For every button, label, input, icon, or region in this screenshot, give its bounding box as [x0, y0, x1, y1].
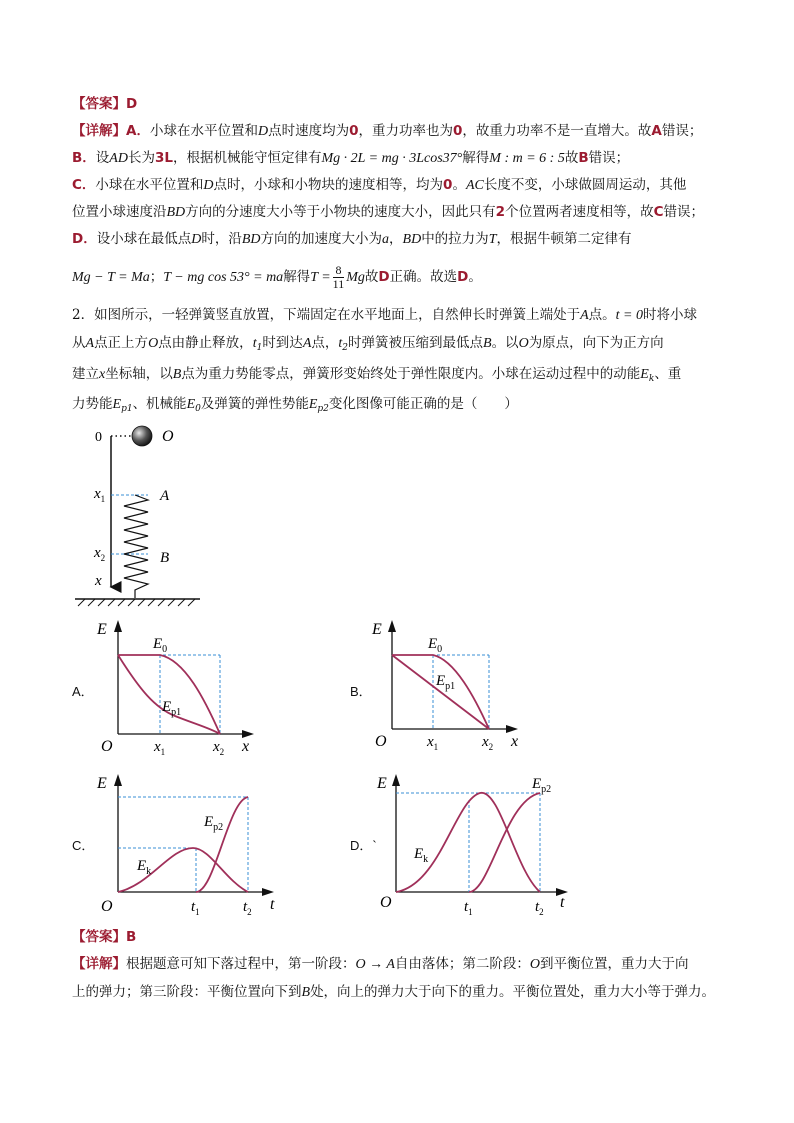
detail-1-c-line2: 位置小球速度沿BD方向的分速度大小等于小物块的速度大小，因此只有2个位置两者速度相等，故C错误； — [72, 204, 704, 220]
option-c-label[interactable]: C． — [72, 838, 95, 853]
option-a-label[interactable]: A． — [72, 684, 94, 699]
d-t1-label: $t_1$ — [464, 899, 473, 917]
answer-1: 【答案】D — [72, 96, 138, 112]
fig-A-label: A — [160, 488, 170, 504]
c-O-label: O — [101, 898, 113, 915]
fig-x-label: x — [95, 573, 102, 589]
question-2-line2: 从A点正上方O点由静止释放，$t_1$时到达A点，$t_2$时弹簧被压缩到最低点B。以O为原点，向下为正方向 — [72, 335, 664, 353]
d-Ek-label: $E_k$ — [414, 846, 429, 865]
c-E-label: E — [97, 775, 107, 792]
fraction-8-11: $\frac{8}{11}$ — [332, 263, 345, 291]
option-b-label[interactable]: B． — [350, 684, 372, 699]
d-t-label: t — [560, 894, 565, 911]
c-t-label: t — [270, 896, 275, 913]
b-E-label: E — [372, 621, 382, 638]
question-2-line1: 2．如图所示，一轻弹簧竖直放置，下端固定在水平地面上，自然伸长时弹簧上端处于A点。t = 0时将小球 — [72, 307, 697, 323]
a-Ep1-label: $E_{p1}$ — [162, 699, 182, 718]
detail-1-c-line1: C．小球在水平位置和D点时，小球和小物块的速度相等，均为0。AC长度不变，小球做圆周运动，其他 — [72, 177, 687, 193]
a-O-label: O — [101, 738, 113, 755]
a-E-label: E — [97, 621, 107, 638]
b-x2-label: $x_2$ — [482, 734, 494, 752]
fig-zero-label: 0 — [95, 430, 102, 445]
d-t2-label: $t_2$ — [535, 899, 544, 917]
b-Ep1-label: $E_{p1}$ — [436, 673, 456, 692]
d-O-label: O — [380, 894, 392, 911]
fig-O-label: O — [162, 428, 174, 445]
d-E-label: E — [377, 775, 387, 792]
c-Ek-label: $E_k$ — [137, 858, 152, 877]
detail-1-a: 【详解】A．小球在水平位置和D点时速度均为0，重力功率也为0，故重力功率不是一直增大。故A错误； — [72, 123, 703, 139]
b-x-label: x — [511, 733, 519, 750]
b-E0-label: $E_0$ — [428, 636, 443, 655]
question-2-line3: 建立x坐标轴，以B点为重力势能零点，弹簧形变始终处于弹性限度内。小球在运动过程中的动能$E_k$、重 — [72, 366, 682, 384]
c-Ep2-label: $E_{p2}$ — [204, 814, 224, 833]
fig-B-label: B — [160, 550, 170, 566]
detail-2-line1: 【详解】根据题意可知下落过程中，第一阶段：O → A自由落体；第二阶段：O到平衡位置，重力大于向 — [72, 956, 689, 972]
option-d-label[interactable]: D．` — [350, 838, 377, 853]
fig-x1-label: $x_1$ — [94, 486, 106, 504]
c-t1-label: $t_1$ — [191, 899, 200, 917]
detail-1-d-line1: D．设小球在最低点D时，沿BD方向的加速度大小为a，BD中的拉力为T，根据牛顿第二定律有 — [72, 231, 632, 247]
question-2-line4: 力势能$E_{p1}$、机械能$E_0$及弹簧的弹性势能$E_{p2}$变化图像可能正确的是（ ） — [72, 396, 518, 414]
b-x1-label: $x_1$ — [427, 734, 439, 752]
d-curve-Ek — [396, 793, 540, 892]
a-x-label: x — [242, 738, 250, 755]
detail-1-b: B．设AD长为3L，根据机械能守恒定律有Mg · 2L = mg · 3Lcos37°解得M : m = 6 : 5故B错误； — [72, 150, 630, 166]
d-Ep2-label: $E_{p2}$ — [532, 776, 552, 795]
a-E0-label: $E_0$ — [153, 636, 168, 655]
answer-2: 【答案】B — [72, 929, 137, 945]
fig-x2-label: $x_2$ — [94, 545, 106, 563]
a-x1-label: $x_1$ — [154, 739, 166, 757]
c-t2-label: $t_2$ — [243, 899, 252, 917]
detail-2-line2: 上的弹力；第三阶段：平衡位置向下到B处，向上的弹力大于向下的重力。平衡位置处，重力大小等于弹力。 — [72, 984, 716, 1000]
a-x2-label: $x_2$ — [213, 739, 225, 757]
d-y-arrow — [392, 774, 400, 786]
detail-1-d-line2: Mg − T = Ma；T − mg cos 53° = ma解得T = $\frac{8}{11}$ Mg故D正确。故选D。 — [72, 263, 482, 291]
b-O-label: O — [375, 733, 387, 750]
